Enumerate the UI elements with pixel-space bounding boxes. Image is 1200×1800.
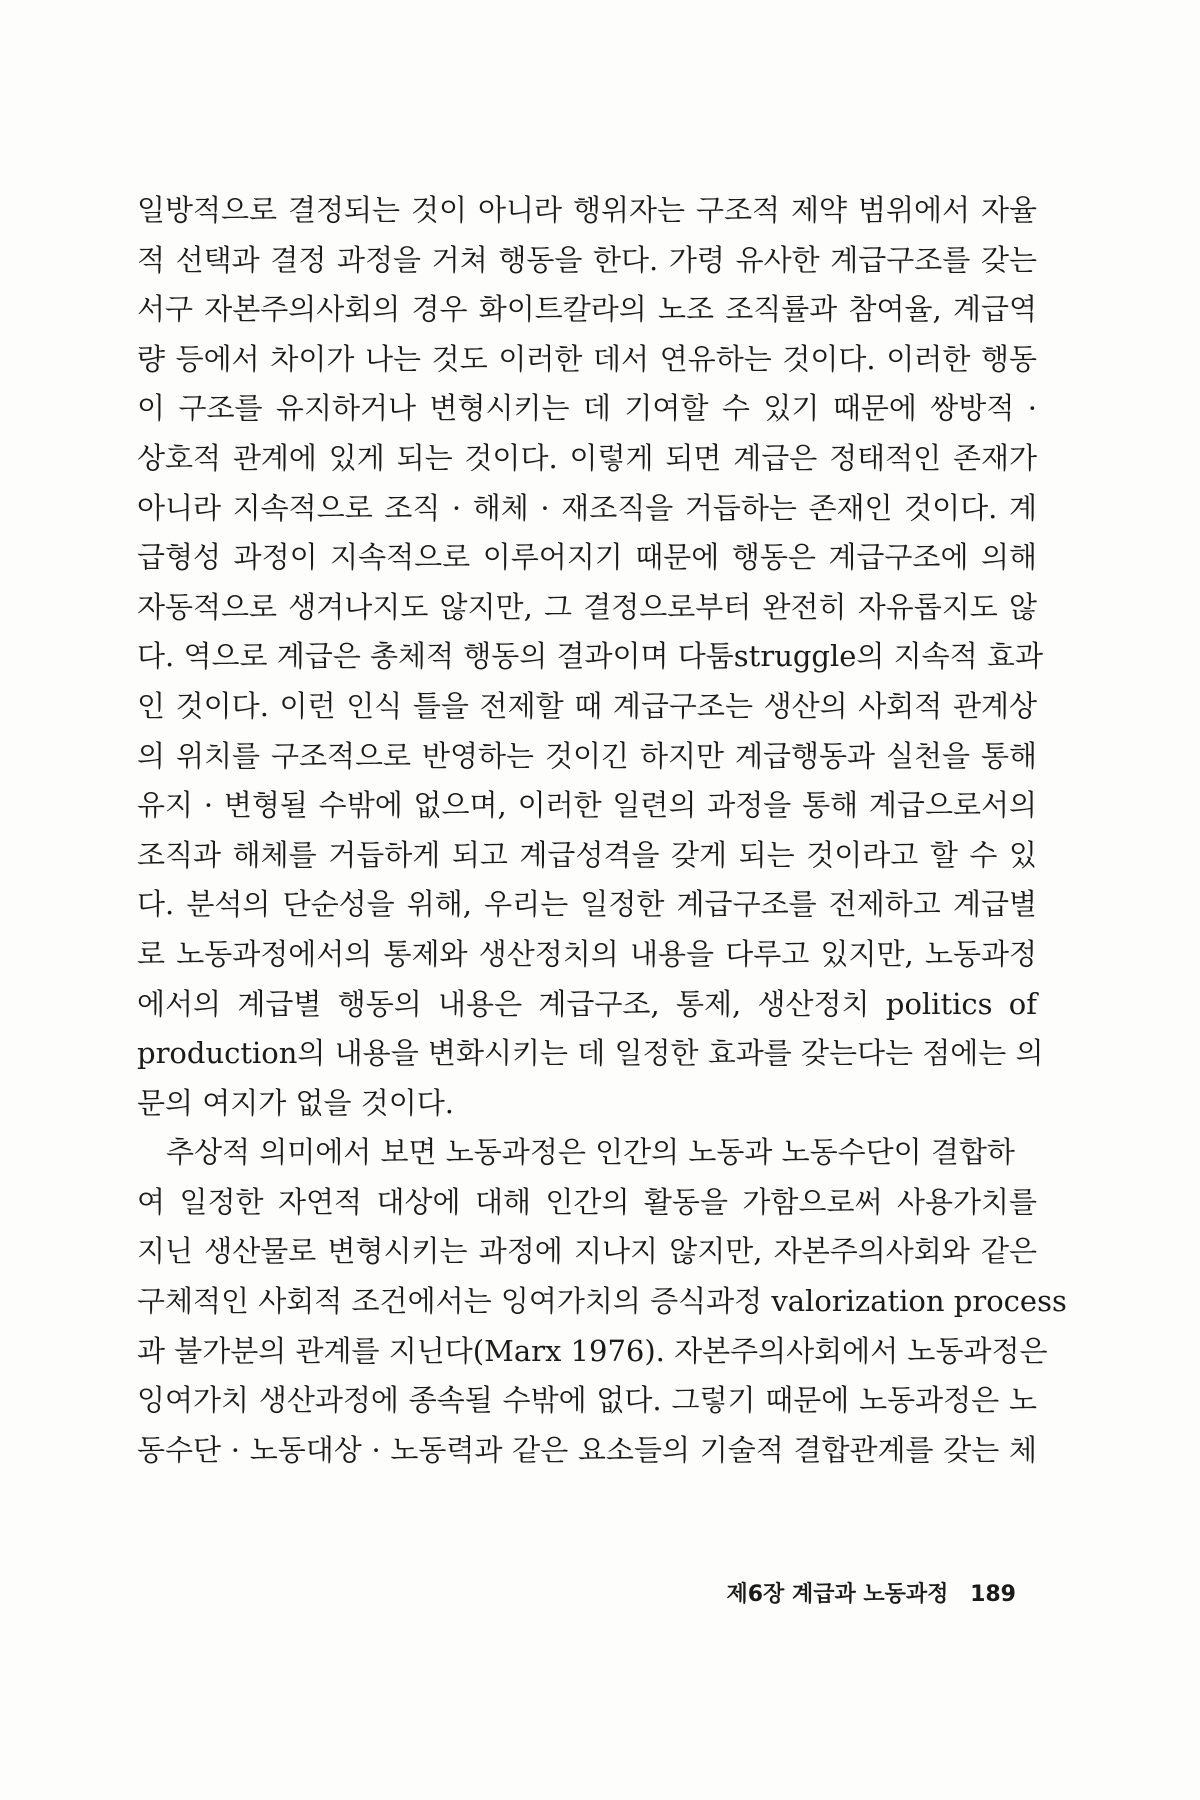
page-number: 189	[970, 1582, 1016, 1607]
text-line: 동수단 · 노동대상 · 노동력과 같은 요소들의 기술적 결합관계를 갖는 체	[137, 1432, 1037, 1467]
text-line: 지닌 생산물로 변형시키는 과정에 지나지 않지만, 자본주의사회와 같은	[137, 1234, 1037, 1269]
text-line: 인 것이다. 이런 인식 틀을 전제할 때 계급구조는 생산의 사회적 관계상	[137, 688, 1037, 723]
text-line: 문의 여지가 없을 것이다.	[137, 1085, 455, 1120]
text-line: 상호적 관계에 있게 되는 것이다. 이렇게 되면 계급은 정태적인 존재가	[137, 440, 1037, 475]
text-line: 일방적으로 결정되는 것이 아니라 행위자는 구조적 제약 범위에서 자율	[137, 193, 1037, 227]
body-text	[137, 186, 1067, 1475]
text-line: 잉여가치 생산과정에 종속될 수밖에 없다. 그렇기 때문에 노동과정은 노	[137, 1383, 1037, 1418]
text-line: 급형성 과정이 지속적으로 이루어지기 때문에 행동은 계급구조에 의해	[137, 540, 1037, 575]
text-line: 로 노동과정에서의 통제와 생산정치의 내용을 다루고 있지만, 노동과정	[137, 936, 1037, 971]
paragraph-2	[137, 1128, 1067, 1475]
text-line: 유지 · 변형될 수밖에 없으며, 이러한 일련의 과정을 통해 계급으로서의	[137, 788, 1037, 823]
text-line: 구체적인 사회적 조건에서는 잉여가치의 증식과정 valorization process	[137, 1284, 1067, 1319]
text-line: 다. 분석의 단순성을 위해, 우리는 일정한 계급구조를 전제하고 계급별	[137, 887, 1037, 922]
text-line: 이 구조를 유지하거나 변형시키는 데 기여할 수 있기 때문에 쌍방적 ·	[137, 391, 1037, 426]
text-line: 조직과 해체를 거듭하게 되고 계급성격을 갖게 되는 것이라고 할 수 있	[137, 837, 1037, 872]
text-line: 서구 자본주의사회의 경우 화이트칼라의 노조 조직률과 참여율, 계급역	[137, 292, 1037, 327]
text-line: 에서의 계급별 행동의 내용은 계급구조, 통제, 생산정치 politics of	[137, 986, 1037, 1021]
text-line: 자동적으로 생겨나지도 않지만, 그 결정으로부터 완전히 자유롭지도 않	[137, 589, 1037, 624]
text-line: 아니라 지속적으로 조직 · 해체 · 재조직을 거듭하는 존재인 것이다. 계	[137, 490, 1037, 525]
text-line: 적 선택과 결정 과정을 거쳐 행동을 한다. 가령 유사한 계급구조를 갖는	[137, 242, 1037, 277]
paragraph-1	[137, 186, 1044, 1128]
text-line: 과 불가분의 관계를 지닌다(Marx 1976). 자본주의사회에서 노동과정은	[137, 1333, 1048, 1368]
text-line: production의 내용을 변화시키는 데 일정한 효과를 갖는다는 점에는 의	[137, 1036, 1044, 1071]
text-line: 여 일정한 자연적 대상에 대해 인간의 활동을 가함으로써 사용가치를	[137, 1184, 1037, 1219]
text-line: 추상적 의미에서 보면 노동과정은 인간의 노동과 노동수단이 결합하	[166, 1135, 1015, 1170]
text-line: 다. 역으로 계급은 총체적 행동의 결과이며 다툼struggle의 지속적 효과	[137, 639, 1043, 674]
text-line: 량 등에서 차이가 나는 것도 이러한 데서 연유하는 것이다. 이러한 행동	[137, 341, 1037, 376]
text-line: 의 위치를 구조적으로 반영하는 것이긴 하지만 계급행동과 실천을 통해	[137, 738, 1037, 773]
page-footer	[0, 1577, 1016, 1608]
running-footer-chapter: 제6장 계급과 노동과정	[726, 1582, 949, 1607]
